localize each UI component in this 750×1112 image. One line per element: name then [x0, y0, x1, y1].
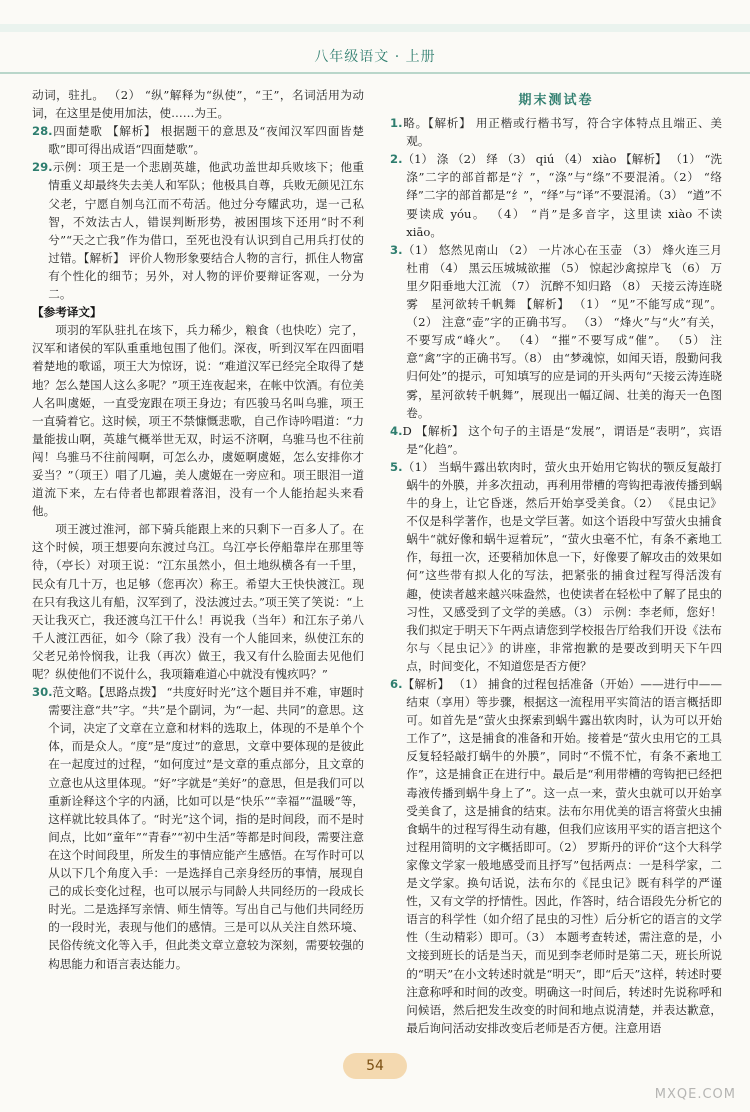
paragraph-text: 略。【解析】 用正楷或行楷书写，符合字体特点且端正、美观。 [402, 116, 722, 149]
page-header [0, 0, 750, 70]
paragraph-text: 项王渡过淮河，部下骑兵能跟上来的只剩下一百多人了。在这个时候，项王想要向东渡过乌江。乌江亭长停船靠岸在那里等待，（亭长）对项王说：“江东虽然小，但土地纵横各有一千里，民众有几十万，也足够（您再次）称王。希望大王快快渡江。现在只有我这儿有船，汉军到了，没法渡过去。”项王笑了笑说：“上天让我灭亡，我还渡乌江干什么！再说我（当年）和江东子弟八千人渡江西征，如今（除了我）没有一个人能回来，纵使江东的父老兄弟怜悯我，让我（再次）做王，我又有什么脸面去见他们呢？纵使他们不说什么，我项籍难道心中就没有愧疚吗？” [32, 522, 364, 681]
page-number: 54 [343, 1053, 407, 1079]
left-paragraph [32, 158, 364, 303]
question-number: 3. [390, 242, 403, 257]
paragraph-text: 【参考译文】 [32, 305, 102, 320]
paragraph-text: 示例：项王是一个悲剧英雄，他武功盖世却兵败垓下；他重情重义却最终失去美人和军队；他极具自尊，兵败无颜见江东父老，宁愿自刎乌江而不苟活。他过分夸耀武功，逞一己私智，不效法古人，错误判断形势，被困围垓下还用“时不利兮”“天之亡我”作为借口，至死也没有认识到自己用兵打仗的过错。【解析】 评价人物形象要结合人物的言行，抓住人物富有个性化的细节；另外，对人物的评价要辩证客观，一分为二。 [48, 160, 364, 302]
paragraph-text: 动词，驻扎。 （2） “纵”解释为“纵使”，“王”，名词活用为动词，在这里是使用加法，使……为王。 [32, 88, 364, 121]
question-number: 28. [32, 124, 53, 139]
paragraph-text: D 【解析】 这个句子的主语是“发展”，谓语是“表明”，宾语是“化趋”。 [402, 423, 722, 456]
paragraph-text: （1） 悠然见南山 （2） 一片冰心在玉壶 （3） 烽火连三月 杜甫 （4） 黑云压城城欲摧 （5） 惊起沙禽掠岸飞 （6） 万里夕阳垂地大江流 （7） 沉醉不知归路 （8） 天接云涛连晓雾 星河欲转千帆舞 【解析】 （1） “见”不能写成“现”。 （2） 注意“壶”字的正确书写。 （3） “烽火”与“火”有关，不要写成“峰火”。 （4） “摧”不要写成“催”。 （5） 注意“禽”字的正确书写。（8） 由“梦魂惊，如闻天语，殷勤问我归何处”的提示，可知填写的应是词的开头两句“天接云涛连晓雾，星河欲转千帆舞”，展现出一幅辽阔、壮美的海天一色图卷。 [402, 242, 734, 420]
header-divider [0, 72, 750, 74]
left-paragraph [32, 86, 364, 122]
right-paragraph [390, 675, 722, 1037]
question-number: 5. [390, 459, 403, 474]
paragraph-text: 【解析】 （1） 捕食的过程包括准备（开始）——进行中——结束（享用）等步骤，根据这一流程用平实简洁的语言概括即可。如首先是“萤火虫探索到蜗牛露出软肉时，认为可以开始工作了”，这是捕食的准备和开始。接着是“萤火虫用它的工具反复轻轻敲打蜗牛的外膜”，同时“不慌不忙，有条不紊地工作”，这是捕食正在进行中。最后是“利用带槽的弯钩把已经把毒液传播到蜗牛身上了”。这一点一来，萤火虫就可以开始享受美食了，这是捕食的结束。法布尔用优美的语言将萤火虫捕食蜗牛的过程写得生动有趣，但我们应该用平实的语言把这个过程用简明的文字概括即可。（2） 罗斯丹的评价“这个大科学家像文学家一般地感受而且抒写”包括两点：一是科学家，二是文学家。换句话说，法布尔的《昆虫记》既有科学的严谨性，又有文学的抒情性。因此，作答时，结合语段先分析它的语言的科学性（如介绍了昆虫的习性）后分析它的语言的文学性（生动精彩）即可。（3） 本题考查转述，需注意的是，小文接到班长的话是当天，而见到李老师时是第二天，班长所说的“明天”在小文转述时就是“明天”，即“后天”这样，转述时要注意称呼和时间的改变。明确这一时间后，转述时先说称呼和问候语，然后把发生改变的时间和地点说清楚，并表达歉意，最后询问活动安排改变后老师是否方便。注意用语 [402, 677, 722, 1035]
question-number: 1. [390, 116, 403, 131]
header-title: 八年级语文 · 上册 [314, 49, 436, 65]
right-paragraph [390, 422, 722, 458]
right-paragraph [390, 114, 722, 150]
right-column-body [390, 114, 734, 1037]
left-paragraph [32, 683, 364, 973]
paragraph-text: 项羽的军队驻扎在垓下，兵力稀少，粮食（也快吃）完了，汉军和诸侯的军队重重地包围了他们。深夜，听到汉军在四面唱着楚地的歌谣，项王大为惊讶，说：“难道汉军已经完全取得了楚地？怎么楚国人这么多呢？”项王连夜起来，在帐中饮酒。有位美人名叫虞姬，一直受宠跟在项王身边；有匹骏马名叫乌骓，项王一直骑着它。这时候，项王不禁慷慨悲歌，自己作诗吟唱道：“力量能拔山啊，英雄气概举世无双，时运不济啊，乌骓马也不往前闯！乌骓马不往前闯啊，可怎么办，虞姬啊虞姬，怎么安排你才妥当？”（项王）唱了几遍，美人虞姬在一旁应和。项王眼泪一道道流下来，左右侍者也都跟着落泪，没有一个人能抬起头来看他。 [32, 323, 364, 519]
right-column [390, 86, 734, 1037]
right-paragraph [390, 458, 722, 675]
question-number: 29. [32, 160, 53, 175]
left-paragraph [32, 303, 364, 321]
question-number: 6. [390, 677, 403, 691]
header-decoration [0, 24, 750, 32]
paragraph-text: （1） 涤 （2） 绎 （3） qiú （4） xiào 【解析】 （1） “洗涤”二字的部首都是“氵”，“涤”与“绦”不要混淆。（2） “络绎”二字的部首都是“纟”，“绎”与“译”不要混淆。（3） “遒”不要读成 yóu。 （4） “肖”是多音字，这里读 xiào 不读 xiāo。 [402, 152, 722, 239]
right-paragraph [390, 241, 734, 422]
watermark-logo: MXQE.COM [654, 1087, 736, 1102]
right-paragraph [390, 150, 722, 240]
left-paragraph [32, 321, 364, 520]
section-title: 期末测试卷 [518, 93, 594, 108]
paragraph-text: （1） 当蜗牛露出软肉时，萤火虫开始用它钩状的颚反复敲打蜗牛的外膜，并多次扭动，再利用带槽的弯钩把毒液传播到蜗牛的身上，让它昏迷，然后开始享受美食。（2） 《昆虫记》不仅是科学著作，也是文学巨著。如这个语段中写萤火虫捕食蜗牛“就好像和蜗牛逗着玩”，“萤火虫毫不忙，有条不紊地工作，每扭一次，还要稍加休息一下，好像要了解攻击的效果如何”这些带有拟人化的写法，把紧张的捕食过程写得活泼有趣，使读者越来越兴味盎然，也使读者在轻松中了解了昆虫的习性，又感受到了文学的美感。（3） 示例：李老师，您好！我们拟定于明天下午两点请您到学校报告厅给我们开设《法布尔与〈昆虫记〉》的讲座，非常抱歉的是要改到明天下午四点，时间变化，不知道您是否方便？ [402, 459, 722, 673]
left-column [32, 86, 364, 973]
left-paragraph [32, 122, 364, 158]
question-number: 4. [390, 423, 403, 438]
left-paragraph [32, 520, 364, 683]
question-number: 30. [32, 685, 53, 700]
paragraph-text: 四面楚歌 【解析】 根据题干的意思及“夜闻汉军四面皆楚歌”即可得出成语“四面楚歌”。 [48, 124, 364, 157]
paragraph-text: 范文略。【思路点拨】 “共度好时光”这个题目并不难，审题时需要注意“共”字。“共”是个副词，为“一起、共同”的意思。这个词，决定了文章在立意和材料的选取上，体现的不是单个个体，而是众人。“度”是“度过”的意思，文章中要体现的是彼此在一起度过的过程，“如何度过”是文章的重点部分，且文章的立意也从这里体现。“好”字就是“美好”的意思，但是我们可以重新诠释这个字的内涵，比如可以是“快乐”“幸福”“温暖”等，这样就比较具体了。“时光”这个词，指的是时间段，而不是时间点，比如“童年”“青春”“初中生活”等都是时间段，需要注意在这个时间段里，所发生的事情应能产生感悟。在写作时可以从以下几个角度入手：一是选择自己亲身经历的事情，展现自己的成长变化过程，也可以展示与同龄人共同经历的一段成长时光。二是选择写亲情、师生情等。写出自己与他们共同经历的一段时光，表现与他们的感情。三是可以从关注自然环境、民俗传统文化等入手，但此类文章立意较为深刻，需要较强的构思能力和语言表达能力。 [48, 685, 364, 971]
question-number: 2. [390, 152, 403, 167]
